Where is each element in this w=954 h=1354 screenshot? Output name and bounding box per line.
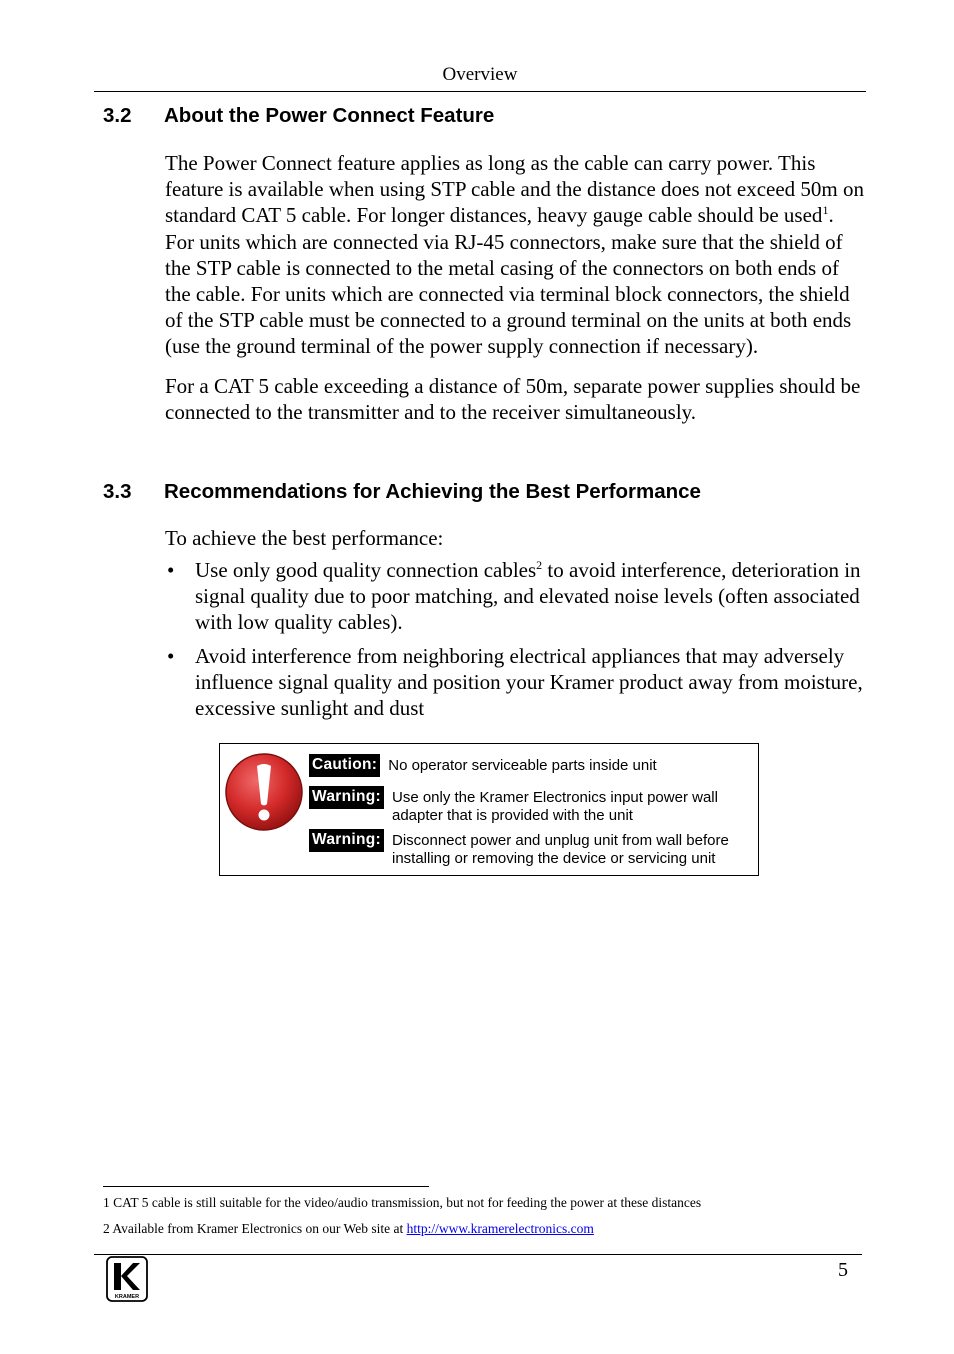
bullet-icon: • xyxy=(167,558,175,582)
footer-divider xyxy=(94,1254,862,1255)
list-item xyxy=(165,643,865,722)
warning-text xyxy=(392,786,718,825)
caution-line: No operator serviceable parts inside unit xyxy=(388,757,657,774)
header-divider xyxy=(94,91,866,92)
recommendation-list xyxy=(165,557,865,721)
caution-text xyxy=(388,754,656,775)
section-title: Recommendations for Achieving the Best Performance xyxy=(164,480,701,503)
logo-text: KRAMER xyxy=(114,1294,140,1300)
footnote-ref: 1 xyxy=(822,203,829,218)
section-number: 3.2 xyxy=(103,104,132,127)
warning-text xyxy=(392,829,729,868)
caution-row xyxy=(309,754,657,777)
bullet-icon: • xyxy=(167,643,175,668)
footnote-2 xyxy=(103,1221,594,1237)
list-item-text: to avoid interference, deterioration in signal quality due to poor matching, and elevated noise levels (often associated with low quality cables). xyxy=(195,558,861,635)
kramer-website-link[interactable]: http://www.kramerelectronics.com xyxy=(406,1221,594,1236)
section-3-3-intro: To achieve the best performance: xyxy=(165,526,444,550)
footnote-divider xyxy=(103,1186,429,1187)
section-3-2-body xyxy=(165,150,865,425)
section-title: About the Power Connect Feature xyxy=(164,104,495,127)
section-number: 3.3 xyxy=(103,480,132,503)
warning-line: adapter that is provided with the unit xyxy=(391,807,633,824)
warning-row xyxy=(309,786,718,825)
footnote-ref: 2 xyxy=(536,558,543,572)
section-heading-3-2 xyxy=(103,104,494,128)
page-number: 5 xyxy=(838,1259,848,1281)
list-item-text: Avoid interference from neighboring electrical appliances that may adversely influence signal quality and position your Kramer product away from moisture, excessive sunlight and dust xyxy=(195,643,863,721)
warning-line: Use only the Kramer Electronics input power wall xyxy=(391,789,718,806)
warning-tag: Warning: xyxy=(309,786,384,809)
warning-row xyxy=(309,829,729,868)
paragraph-text: . For units which are connected via RJ-45 connectors, make sure that the shield of the STP cable is connected to the metal casing of the connectors on both ends of the cable. For units which are connected via terminal block connectors, the shield of the STP cable must be connected to a ground terminal on the units at both ends (use the ground terminal of the power supply connection if necessary). xyxy=(165,203,852,359)
footnote-text: 2 Available from Kramer Electronics on our Web site at xyxy=(103,1221,407,1236)
caution-box xyxy=(219,743,759,876)
paragraph xyxy=(165,150,865,360)
exclamation-icon xyxy=(224,752,304,832)
running-header: Overview xyxy=(442,64,518,85)
footnote-1: 1 CAT 5 cable is still suitable for the video/audio transmission, but not for feeding the power at these distances xyxy=(103,1195,702,1210)
warning-line: installing or removing the device or servicing unit xyxy=(391,850,716,867)
warning-tag: Warning: xyxy=(309,829,384,852)
section-heading-3-3 xyxy=(103,480,701,504)
list-item-text: Use only good quality connection cables xyxy=(195,558,537,582)
list-item xyxy=(165,557,865,636)
paragraph-text: The Power Connect feature applies as long as the cable can carry power. This feature is available when using STP cable and the distance does not exceed 50m on standard CAT 5 cable. For longer distances, heavy gauge cable should be used xyxy=(165,151,864,228)
kramer-logo xyxy=(106,1256,148,1302)
caution-tag: Caution: xyxy=(309,754,380,777)
warning-line: Disconnect power and unplug unit from wall before xyxy=(391,832,729,849)
paragraph: For a CAT 5 cable exceeding a distance of 50m, separate power supplies should be connected to the transmitter and to the receiver simultaneously. xyxy=(165,373,861,424)
